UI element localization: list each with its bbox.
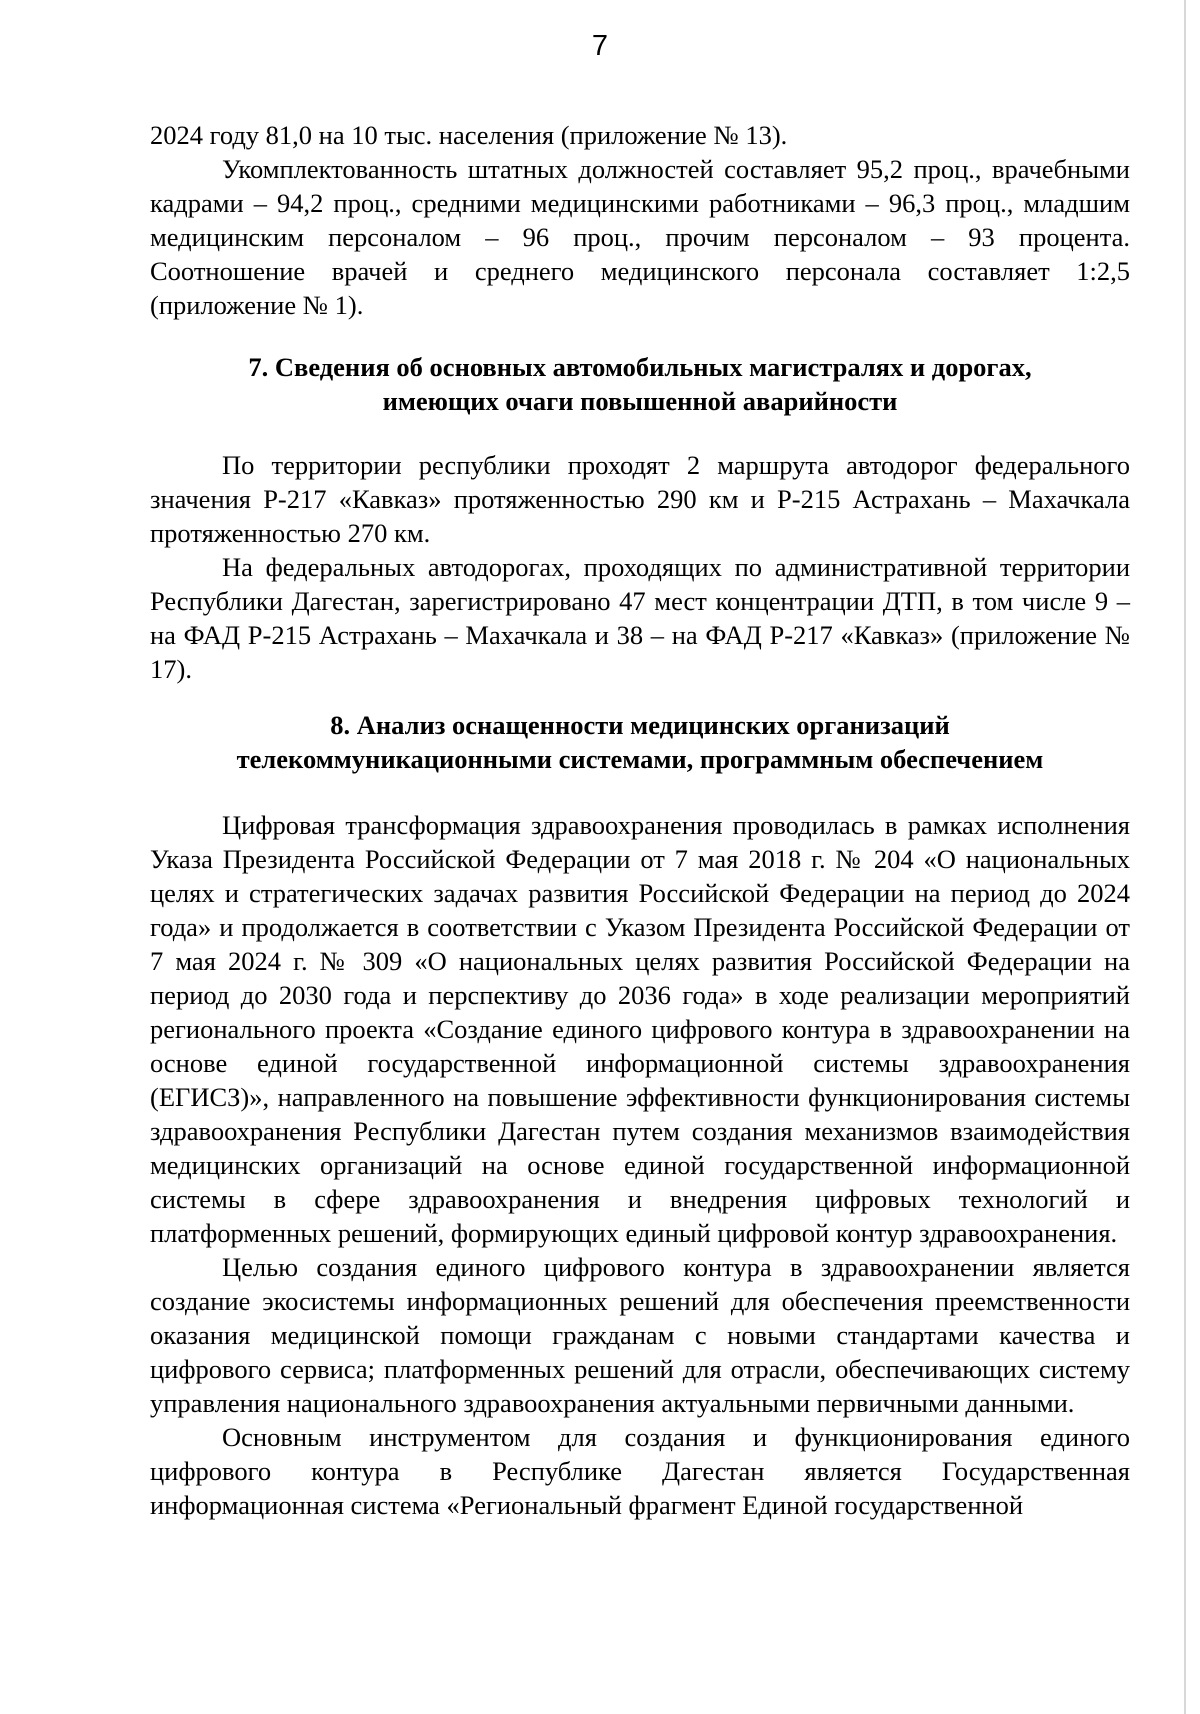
intro-block — [150, 118, 1130, 322]
section-heading-line: телекоммуникационными системами, программным обеспечением — [236, 744, 1044, 774]
paragraph: Укомплектованность штатных должностей составляет 95,2 проц., врачебными кадрами – 94,2 проц., средними медицинскими работниками – 96,3 проц., младшим медицинским персоналом – 96 проц., прочим персоналом – 93 процента. Соотношение врачей и среднего медицинского персонала составляет 1:2,5 (приложение № 1). — [150, 154, 1130, 320]
paragraph: Цифровая трансформация здравоохранения проводилась в рамках исполнения Указа Президента Российской Федерации от 7 мая 2018 г. № 204 «О национальных целях и стратегических задачах развития Российской Федерации на период до 2024 года» и продолжается в соответствии с Указом Президента Российской Федерации от 7 мая 2024 г. № 309 «О национальных целях развития Российской Федерации на период до 2030 года и перспективу до 2036 года» в ходе реализации мероприятий регионального проекта «Создание единого цифрового контура в здравоохранении на основе единой государственной информационной системы здравоохранения (ЕГИСЗ)», направленного на повышение эффективности функционирования системы здравоохранения Республики Дагестан путем создания механизмов взаимодействия медицинских организаций на основе единой государственной информационной системы в сфере здравоохранения и внедрения цифровых технологий и платформенных решений, формирующих единый цифровой контур здравоохранения. — [150, 810, 1130, 1248]
scan-edge-line — [1184, 0, 1186, 1714]
section-8-heading — [150, 708, 1130, 776]
paragraph: Целью создания единого цифрового контура в здравоохранении является создание экосистемы информационных решений для обеспечения преемственности оказания медицинской помощи гражданам с новыми стандартами качества и цифрового сервиса; платформенных решений для отрасли, обеспечивающих систему управления национального здравоохранения актуальными первичными данными. — [150, 1252, 1130, 1418]
section-heading-line: 8. Анализ оснащенности медицинских организаций — [330, 710, 950, 740]
paragraph: Основным инструментом для создания и функционирования единого цифрового контура в Республике Дагестан является Государственная информационная система «Региональный фрагмент Единой государственной — [150, 1422, 1130, 1520]
section-7-body — [150, 448, 1130, 686]
paragraph: По территории республики проходят 2 маршрута автодорог федерального значения Р-217 «Кавказ» протяженностью 290 км и Р-215 Астрахань – Махачкала протяженностью 270 км. — [150, 450, 1130, 548]
section-7-heading — [150, 350, 1130, 418]
page-number: 7 — [591, 30, 609, 62]
paragraph: На федеральных автодорогах, проходящих по административной территории Республики Дагестан, зарегистрировано 47 мест концентрации ДТП, в том числе 9 – на ФАД Р-215 Астрахань – Махачкала и 38 – на ФАД Р-217 «Кавказ» (приложение № 17). — [150, 552, 1130, 684]
section-heading-line: 7. Сведения об основных автомобильных магистралях и дорогах, — [248, 352, 1032, 382]
paragraph: 2024 году 81,0 на 10 тыс. населения (приложение № 13). — [150, 120, 788, 150]
section-heading-line: имеющих очаги повышенной аварийности — [382, 386, 898, 416]
section-8-body — [150, 808, 1130, 1522]
